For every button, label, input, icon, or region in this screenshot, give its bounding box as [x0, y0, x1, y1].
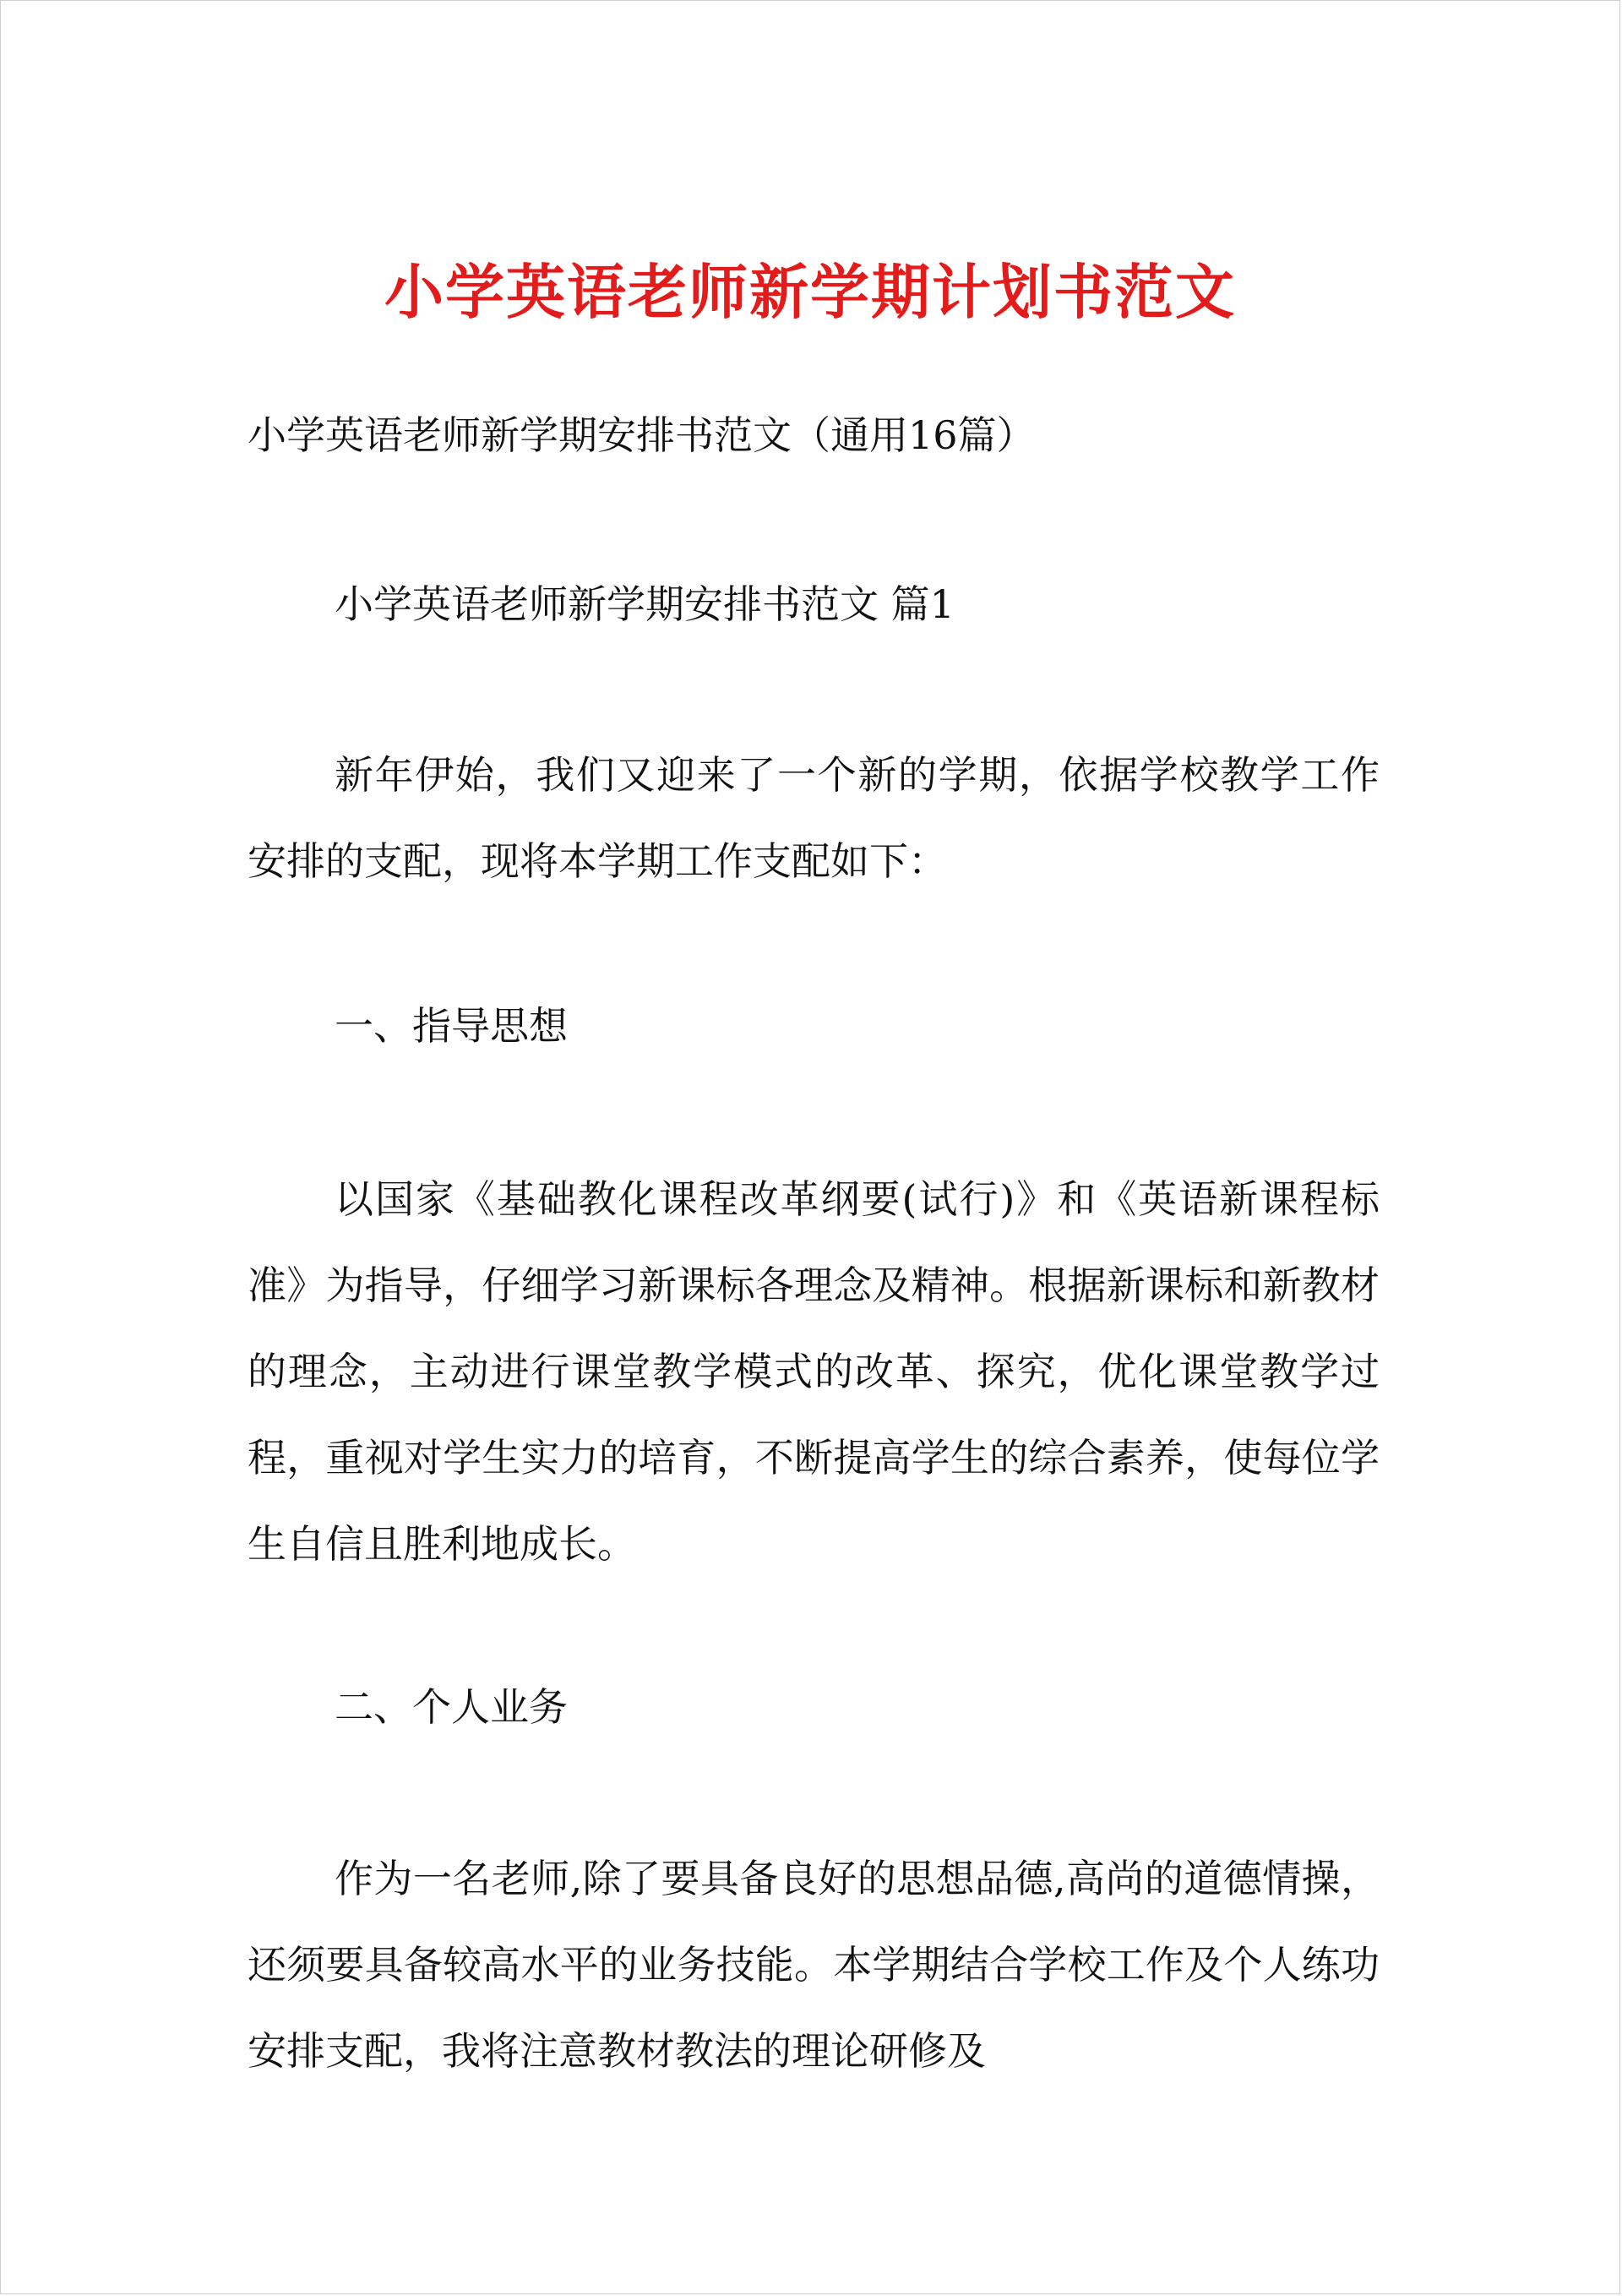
guiding-thought-paragraph: 以国家《基础教化课程改革纲要(试行)》和《英语新课程标准》为指导，仔细学习新课标各理念及精神。根据新课标和新教材的理念，主动进行课堂教学模式的改革、探究，优化课堂教学过程，重视对学生实力的培育，不断提高学生的综合素养，使每位学生自信且胜利地成长。 [248, 1176, 1380, 1567]
intro-paragraph: 新年伊始，我们又迎来了一个新的学期，依据学校教学工作安排的支配，现将本学期工作支配如下： [248, 752, 1380, 884]
personal-work-paragraph: 作为一名老师,除了要具备良好的思想品德,高尚的道德情操，还须要具备较高水平的业务技能。本学期结合学校工作及个人练功安排支配，我将注意教材教法的理论研修及 [248, 1856, 1380, 2074]
section-heading: 小学英语老师新学期安排书范文 篇1 [335, 581, 955, 627]
heading-personal-work: 二、个人业务 [335, 1684, 568, 1730]
heading-guiding-thought: 一、指导思想 [335, 1003, 568, 1049]
document-subtitle: 小学英语老师新学期安排书范文（通用16篇） [248, 412, 1036, 458]
document-title: 小学英语老师新学期计划书范文 [384, 257, 1236, 327]
